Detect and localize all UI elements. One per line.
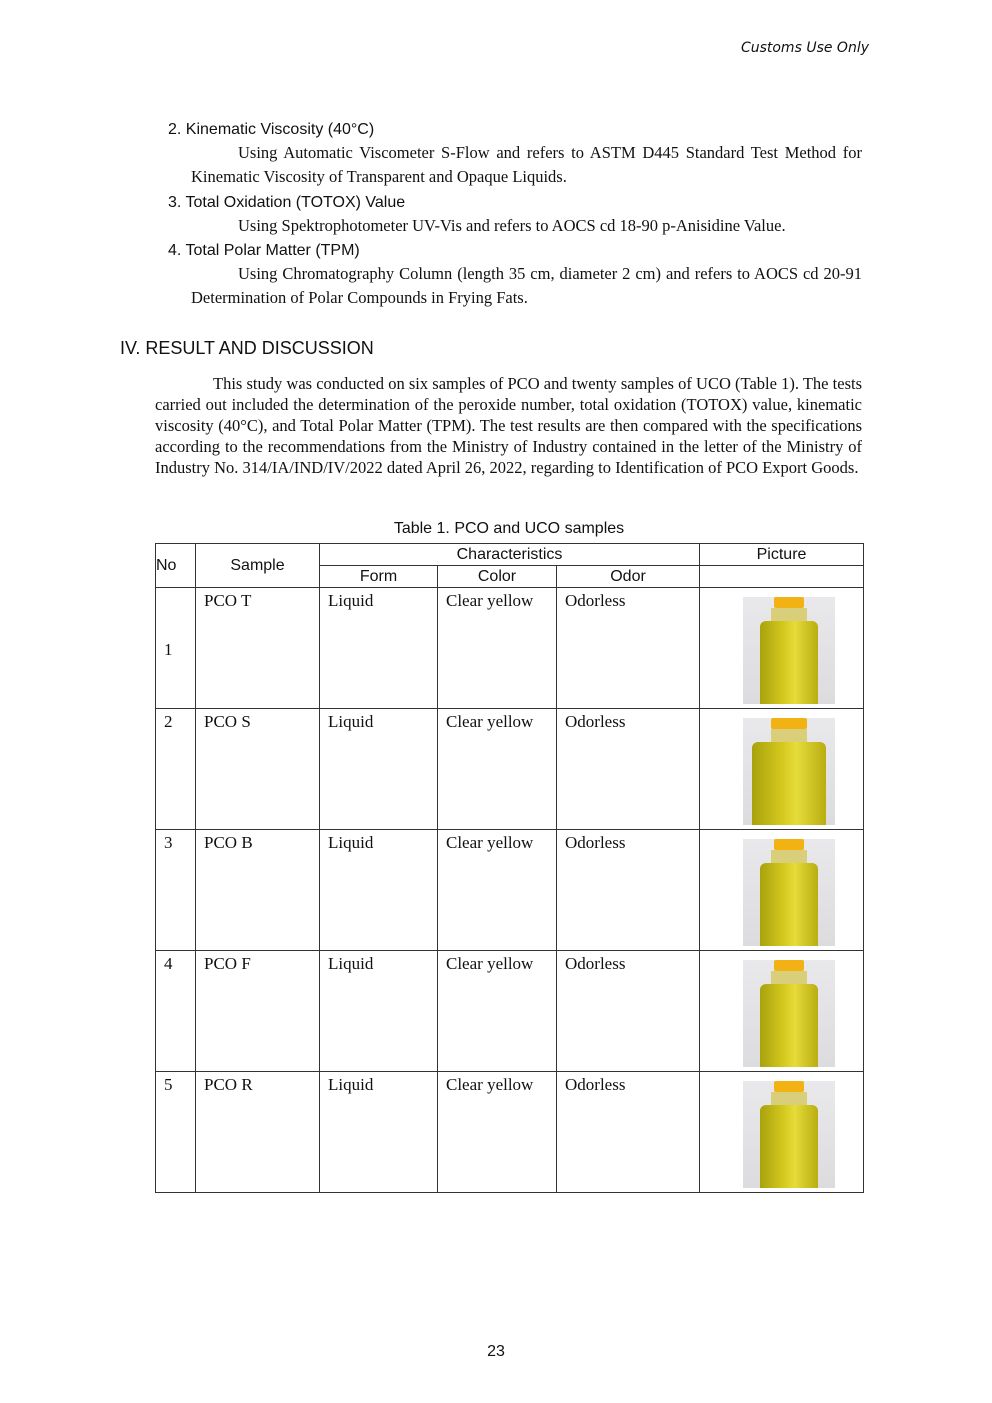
method-title: 3. Total Oxidation (TOTOX) Value — [168, 194, 406, 211]
oil-bottle-photo — [743, 597, 835, 704]
header-characteristics: Characteristics — [320, 544, 700, 566]
header-odor: Odor — [557, 566, 700, 588]
cell-color: Clear yellow — [438, 830, 557, 951]
page-number: 23 — [487, 1343, 505, 1360]
cell-odor: Odorless — [557, 1072, 700, 1193]
cell-color: Clear yellow — [438, 709, 557, 830]
method-tpm — [168, 242, 862, 310]
method-title: 4. Total Polar Matter (TPM) — [168, 242, 360, 259]
header-sample: Sample — [196, 544, 320, 588]
cell-no: 5 — [156, 1072, 196, 1193]
header-no: No — [156, 544, 196, 588]
table-row — [156, 709, 864, 830]
cell-odor: Odorless — [557, 588, 700, 709]
method-body: Using Automatic Viscometer S-Flow and refers to ASTM D445 Standard Test Method for Kinematic Viscosity of Transparent and Opaque Liquids. — [191, 143, 862, 186]
cell-sample: PCO S — [196, 709, 320, 830]
cell-color: Clear yellow — [438, 1072, 557, 1193]
method-title: 2. Kinematic Viscosity (40°C) — [168, 121, 375, 138]
cell-form: Liquid — [320, 830, 438, 951]
cell-picture — [700, 1072, 864, 1193]
header-label: Customs Use Only — [740, 40, 869, 56]
cell-color: Clear yellow — [438, 951, 557, 1072]
cell-no: 2 — [156, 709, 196, 830]
cell-sample: PCO T — [196, 588, 320, 709]
oil-bottle-photo — [743, 1081, 835, 1188]
method-totox — [168, 194, 862, 238]
cell-form: Liquid — [320, 951, 438, 1072]
cell-color: Clear yellow — [438, 588, 557, 709]
oil-bottle-photo — [743, 718, 835, 825]
table-caption: Table 1. PCO and UCO samples — [393, 520, 625, 537]
header-color: Color — [438, 566, 557, 588]
cell-no: 1 — [156, 588, 196, 709]
cell-no: 3 — [156, 830, 196, 951]
samples-table — [155, 543, 864, 1193]
table-row — [156, 830, 864, 951]
cell-odor: Odorless — [557, 830, 700, 951]
table-row — [156, 951, 864, 1072]
method-body: Using Chromatography Column (length 35 cm, diameter 2 cm) and refers to AOCS cd 20-91 Determination of Polar Compounds in Frying Fats. — [191, 264, 862, 307]
method-kinematic-viscosity — [168, 121, 862, 189]
cell-form: Liquid — [320, 1072, 438, 1193]
cell-picture — [700, 588, 864, 709]
cell-form: Liquid — [320, 588, 438, 709]
header-form: Form — [320, 566, 438, 588]
cell-odor: Odorless — [557, 709, 700, 830]
cell-picture — [700, 951, 864, 1072]
cell-odor: Odorless — [557, 951, 700, 1072]
cell-form: Liquid — [320, 709, 438, 830]
oil-bottle-photo — [743, 960, 835, 1067]
table-row — [156, 588, 864, 709]
oil-bottle-photo — [743, 839, 835, 946]
cell-no: 4 — [156, 951, 196, 1072]
cell-sample: PCO F — [196, 951, 320, 1072]
section-title: IV. RESULT AND DISCUSSION — [120, 338, 374, 358]
header-picture: Picture — [700, 544, 864, 566]
header-picture-blank — [700, 566, 864, 588]
section-paragraph: This study was conducted on six samples of PCO and twenty samples of UCO (Table 1). The tests carried out included the determination of the peroxide number, total oxidation (TOTOX) value, kinematic viscosity (40°C), and Total Polar Matter (TPM). The test results are then compared with the specifications according to the recommendations from the Ministry of Industry contained in the letter of the Ministry of Industry No. 314/IA/IND/IV/2022 dated April 26, 2022, regarding to Identification of PCO Export Goods. — [155, 374, 862, 477]
table-header-row — [156, 544, 864, 566]
method-body: Using Spektrophotometer UV-Vis and refers to AOCS cd 18-90 p-Anisidine Value. — [238, 216, 786, 235]
cell-sample: PCO R — [196, 1072, 320, 1193]
cell-picture — [700, 709, 864, 830]
cell-picture — [700, 830, 864, 951]
table-row — [156, 1072, 864, 1193]
cell-sample: PCO B — [196, 830, 320, 951]
